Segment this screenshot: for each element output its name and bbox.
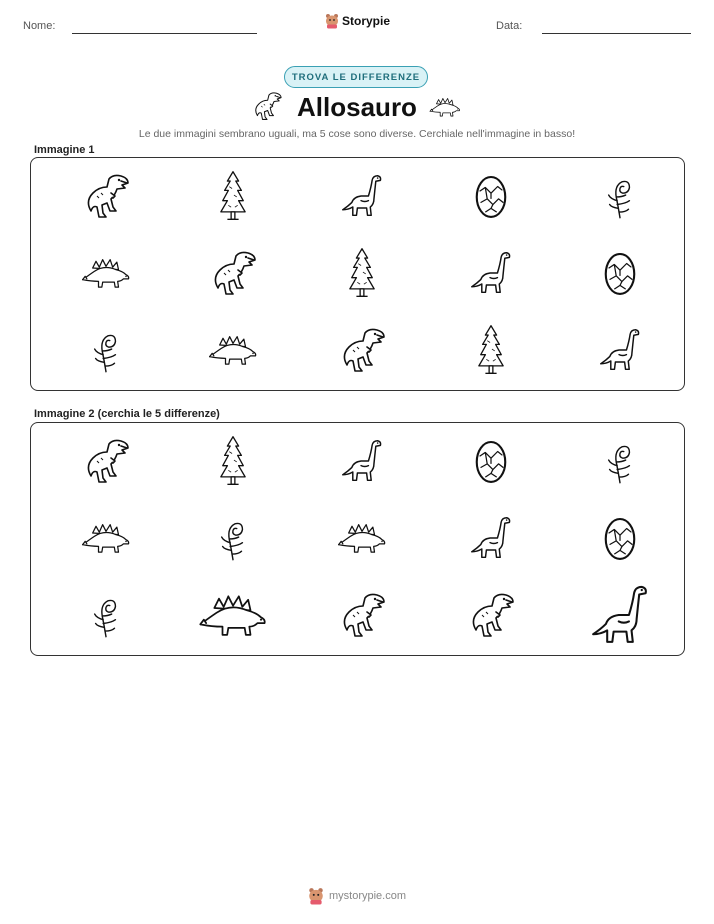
brachiosaurus-icon <box>597 325 643 375</box>
dino-egg-icon[interactable] <box>472 436 510 486</box>
date-line[interactable] <box>542 33 691 34</box>
trex-icon <box>81 171 131 221</box>
image2-panel[interactable] <box>30 422 685 656</box>
trex-icon <box>208 248 258 298</box>
name-line[interactable] <box>72 33 257 34</box>
fern-icon <box>603 171 637 221</box>
pine-tree-icon[interactable] <box>219 434 247 488</box>
trex-icon[interactable] <box>81 436 131 486</box>
instructions: Le due immagini sembrano uguali, ma 5 cose sono diverse. Cerchiale nell'immagine in basso! <box>138 128 576 140</box>
storypie-mascot-icon <box>308 887 324 905</box>
footer-url: mystorypie.com <box>329 890 407 902</box>
brachiosaurus-icon <box>339 171 385 221</box>
fern-icon[interactable] <box>89 590 123 640</box>
pine-tree-icon <box>477 323 505 377</box>
brand-logo <box>325 13 390 29</box>
brachiosaurus-icon[interactable] <box>339 436 385 486</box>
brachiosaurus-icon <box>468 248 514 298</box>
footer <box>308 887 406 905</box>
brand-name: Storypie <box>342 14 391 28</box>
pine-tree-icon <box>348 246 376 300</box>
image1-label: Immagine 1 <box>34 144 95 156</box>
name-label: Nome: <box>23 20 56 32</box>
trex-icon <box>337 325 387 375</box>
brachiosaurus-icon[interactable] <box>468 513 514 563</box>
trex-icon[interactable] <box>337 590 387 640</box>
stegosaurus-icon <box>81 256 131 290</box>
image2-label: Immagine 2 (cerchia le 5 differenze) <box>34 408 220 420</box>
storypie-mascot-icon <box>325 13 339 29</box>
dino-egg-icon <box>472 171 510 221</box>
page-title: Allosauro <box>297 92 417 122</box>
fern-icon <box>89 325 123 375</box>
stegosaurus-icon[interactable] <box>81 521 131 555</box>
title-stegosaurus-icon <box>429 96 461 118</box>
date-label: Data: <box>496 20 523 32</box>
stegosaurus-icon <box>208 333 258 367</box>
dino-egg-icon <box>601 248 639 298</box>
stegosaurus-icon[interactable] <box>337 521 387 555</box>
pine-tree-icon <box>219 169 247 223</box>
activity-badge: TROVA LE DIFFERENZE <box>284 66 428 88</box>
image1-panel <box>30 157 685 391</box>
fern-icon[interactable] <box>216 513 250 563</box>
stegosaurus-icon-large[interactable] <box>198 591 268 639</box>
trex-icon[interactable] <box>466 590 516 640</box>
brachiosaurus-icon-large[interactable] <box>588 580 652 650</box>
fern-icon[interactable] <box>603 436 637 486</box>
dino-egg-icon[interactable] <box>601 513 639 563</box>
